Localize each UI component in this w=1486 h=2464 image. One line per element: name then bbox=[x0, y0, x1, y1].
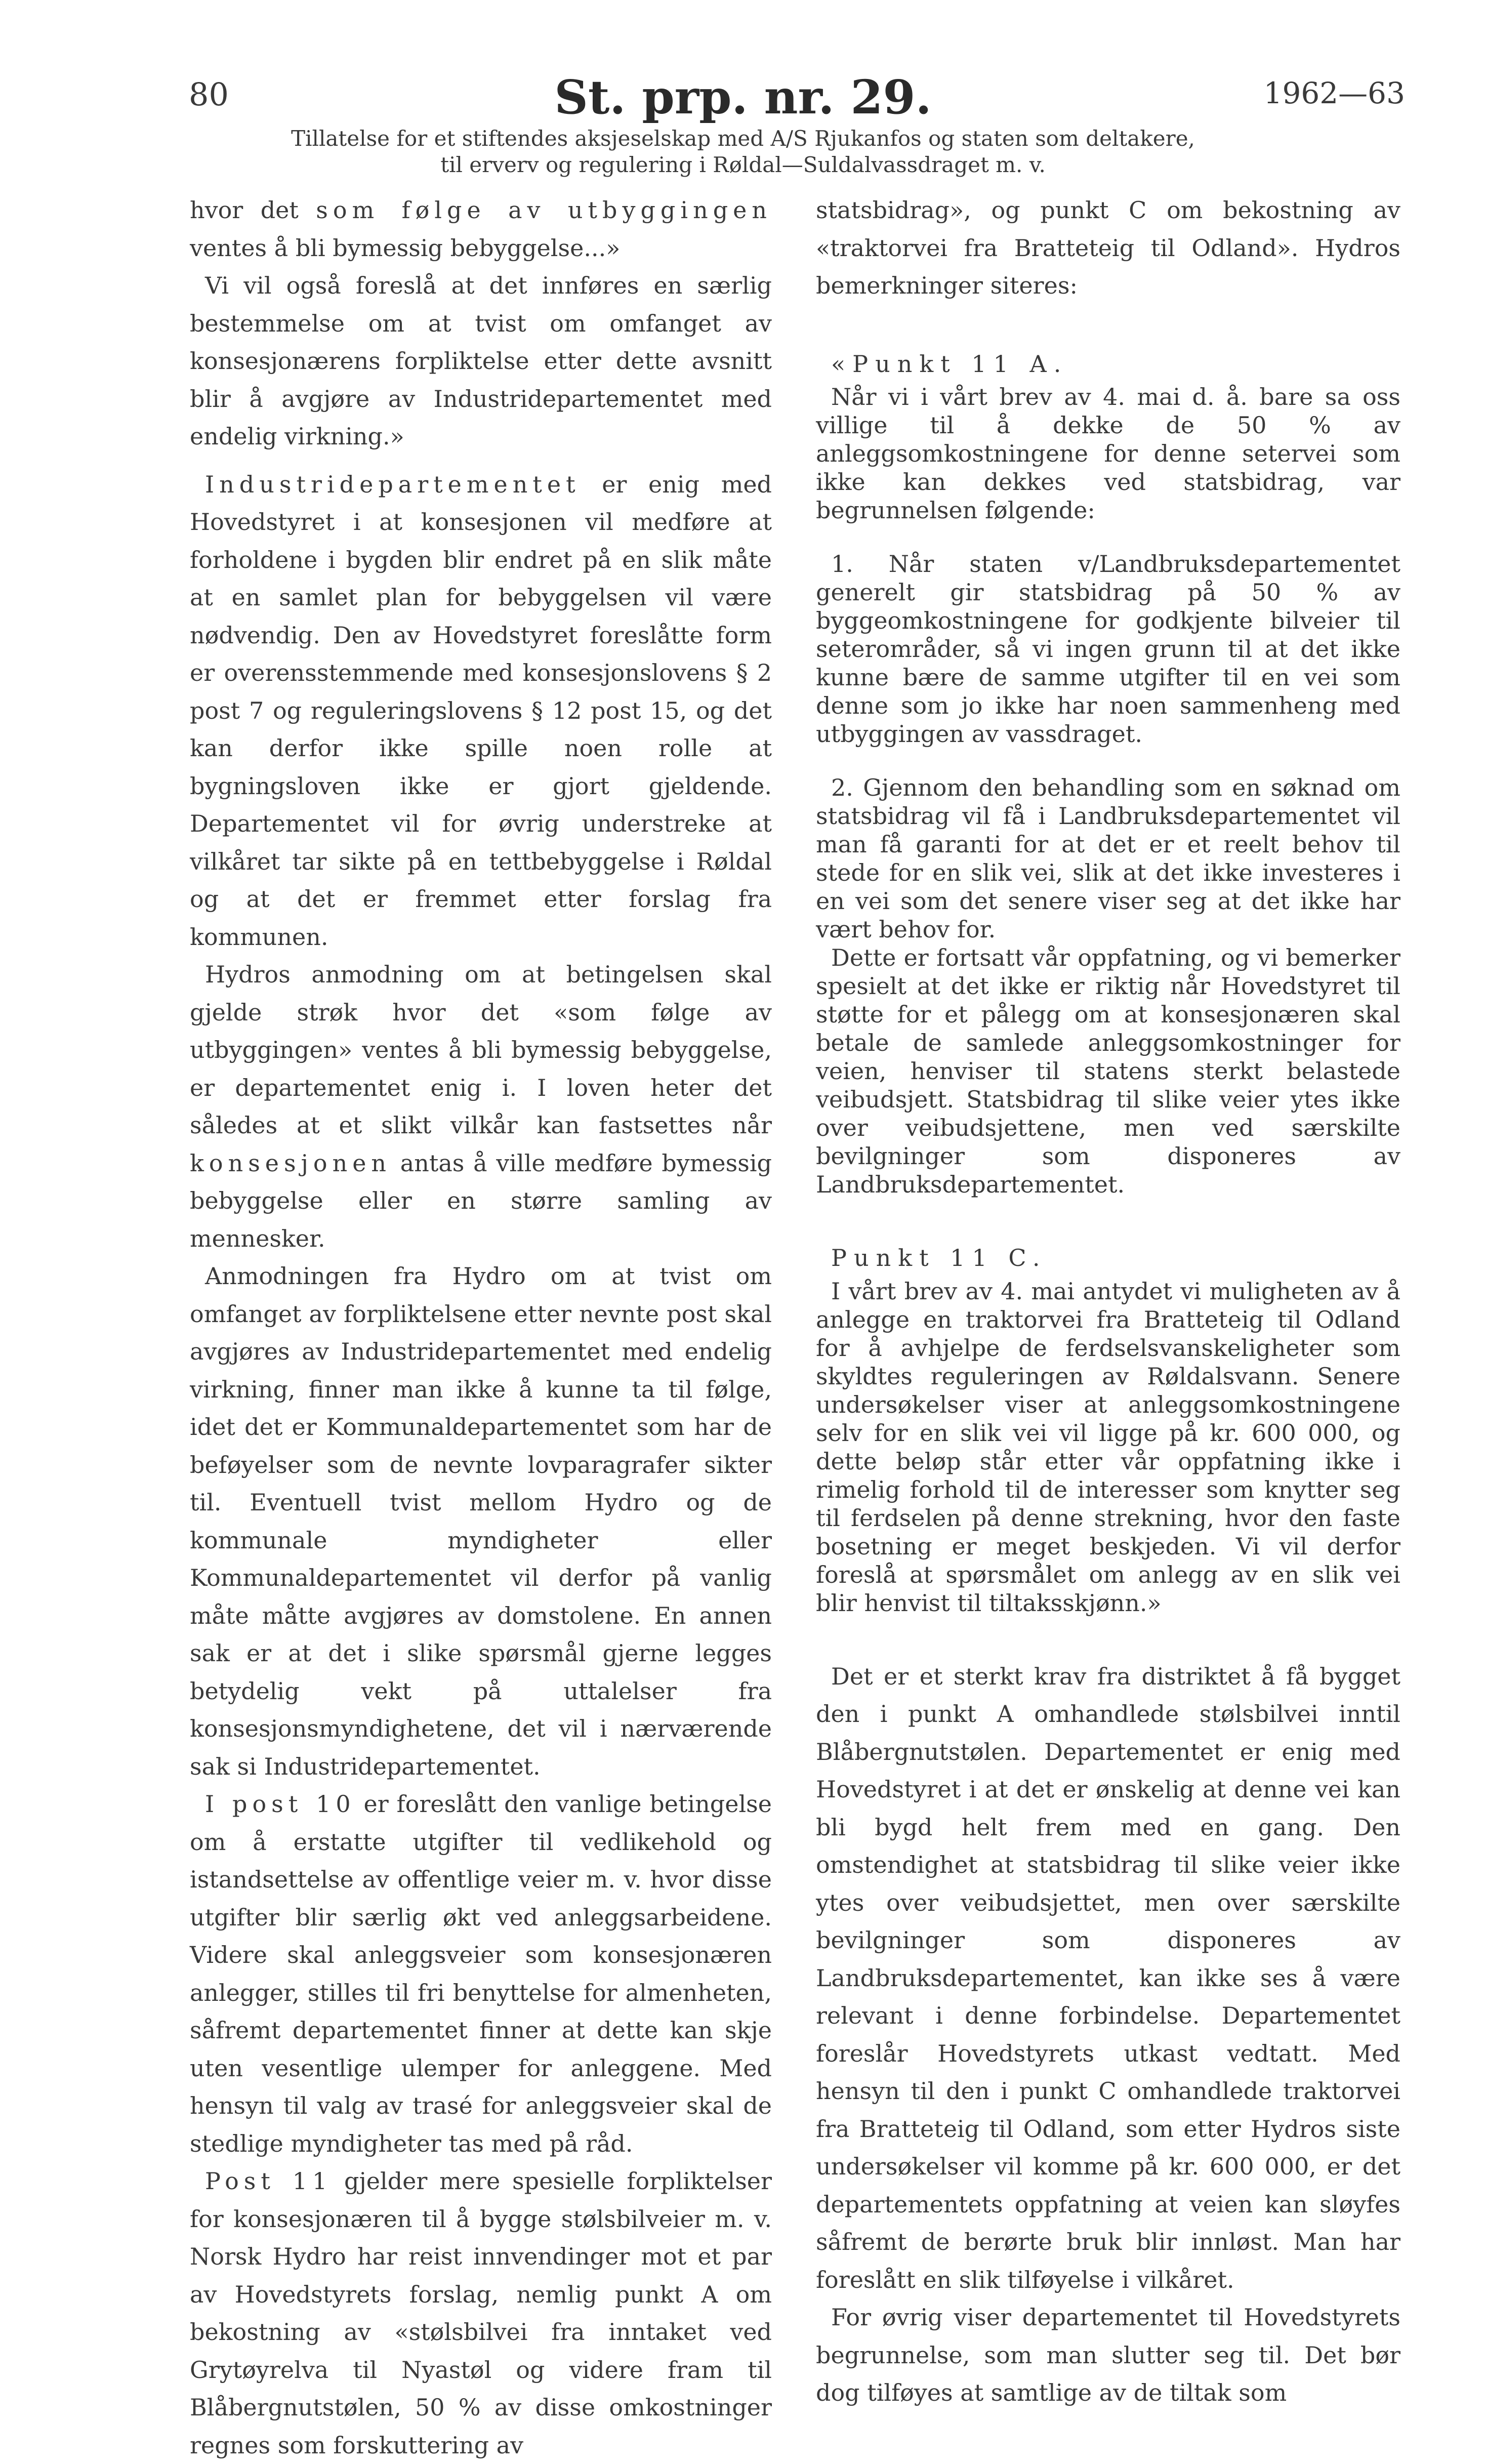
spacer bbox=[816, 1199, 1400, 1239]
paragraph bbox=[190, 466, 772, 956]
spaced-emphasis: Industridepartementet bbox=[205, 470, 581, 498]
text: Hydros anmodning om at betingelsen skal gjelde strøk hvor det «som følge av utbyggingen» ventes å bli bymessig bebyggelse, er departementet enig i. I loven heter det således at et slikt vilkår kan fastsettes når bbox=[190, 961, 772, 1139]
spaced-emphasis: konsesjonen bbox=[190, 1149, 392, 1177]
text: antas å ville medføre bymessig bebyggelse eller en større samling av mennesker. bbox=[190, 1149, 772, 1252]
paragraph bbox=[190, 2162, 772, 2464]
section-heading: Punkt 11 C. bbox=[831, 1244, 1047, 1271]
section-heading: «Punkt 11 A. bbox=[831, 350, 1068, 378]
quoted-paragraph: 2. Gjennom den behandling som en søknad om statsbidrag vil få i Landbruksdepartementet vil man få garanti for at det er et reelt behov til stede for en slik vei, slik at det ikke investeres i en vei som det senere viser seg at det ikke har vært behov for. bbox=[816, 774, 1400, 943]
spacer bbox=[816, 748, 1400, 773]
spaced-emphasis: Post 11 bbox=[205, 2167, 333, 2195]
quoted-paragraph: Dette er fortsatt vår oppfatning, og vi bemerker spesielt at det ikke er riktig når Hovedstyret til støtte for et pålegg om at konsesjonæren skal betale de samlede anleggsomkostninger for veien, henviser til statens sterkt belastede veibudsjett. Statsbidrag til slike veier ytes ikke over veibudsjettene, men ved særskilte bevilgninger som disponeres av Landbruksdepartementet. bbox=[816, 944, 1400, 1198]
subtitle-line-1: Tillatelse for et stiftendes aksjeselskap med A/S Rjukanfos og staten som deltakere, bbox=[291, 126, 1195, 151]
subtitle-line-2: til erverv og regulering i Røldal—Suldalvassdraget m. v. bbox=[440, 152, 1046, 177]
text: hvor det bbox=[190, 196, 316, 224]
text: er enig med Hovedstyret i at konsesjonen vil medføre at forholdene i bygden blir endret på en slik måte at en samlet plan for bebyggelsen vil være nødvendig. Den av Hovedstyret foreslåtte form er overensstemmende med konsesjonslovens § 2 post 7 og reguleringslovens § 12 post 15, og det kan derfor ikke spille noen rolle at bygningsloven ikke er gjort gjeldende. Departementet vil for øvrig understreke at vilkåret tar sikte på en tettbebyggelse i Røldal og at det er fremmet etter forslag fra kommunen. bbox=[190, 470, 772, 951]
text: ventes å bli bymessig bebyggelse...» bbox=[190, 234, 621, 262]
paragraph bbox=[190, 1785, 772, 2162]
paragraph: Anmodningen fra Hydro om at tvist om omfanget av forpliktelsene etter nevnte post skal avgjøres av Industridepartementet med endelig virkning, finner man ikke å kunne ta til følge, idet det er Kommunaldepartementet som har de beføyelser som de nevnte lovparagrafer sikter til. Eventuell tvist mellom Hydro og de kommunale myndigheter eller Kommunaldepartementet vil derfor på vanlig måte måtte avgjøres av domstolene. En annen sak er at det i slike spørsmål gjerne legges betydelig vekt på uttalelser fra konsesjonsmyndighetene, det vil i nærværende sak si Industridepartementet. bbox=[190, 1262, 772, 1780]
spacer bbox=[816, 1617, 1400, 1658]
session-years: 1962—63 bbox=[1263, 76, 1405, 110]
spaced-emphasis: I post 10 bbox=[205, 1790, 356, 1818]
page-number: 80 bbox=[189, 76, 229, 113]
quoted-paragraph: Når vi i vårt brev av 4. mai d. å. bare sa oss villige til å dekke de 50 % av anleggsomkostningene for denne setervei som ikke kan dekkes ved statsbidrag, var begrunnelsen følgende: bbox=[816, 383, 1400, 524]
document-title: St. prp. nr. 29. bbox=[554, 70, 932, 125]
paragraph bbox=[190, 191, 772, 267]
text: gjelder mere spesielle forpliktelser for konsesjonæren til å bygge stølsbilveier m. v. Norsk Hydro har reist innvendinger mot et par av Hovedstyrets forslag, nemlig punkt A om bekostning av «stølsbilvei fra inntaket ved Grytøyrelva til Nyastøl og videre fram til Blåbergnutstølen, 50 % av disse omkostninger regnes som forskuttering av bbox=[190, 2167, 772, 2459]
paragraph: statsbidrag», og punkt C om bekostning av «traktorvei fra Bratteteig til Odland». Hydros bemerkninger siteres: bbox=[816, 196, 1400, 299]
quoted-paragraph: 1. Når staten v/Landbruksdepartementet generelt gir statsbidrag på 50 % av byggeomkostningene for godkjente bilveier til seterområder, så vi ingen grunn til at det ikke kunne bære de samme utgifter til en vei som denne som jo ikke har noen sammenheng med utbyggingen av vassdraget. bbox=[816, 550, 1400, 748]
text: er foreslått den vanlige betingelse om å erstatte utgifter til vedlikehold og istandsettelse av offentlige veier m. v. hvor disse utgifter blir særlig økt ved anleggsarbeidene. Videre skal anleggsveier som konsesjonæren anlegger, stilles til fri benyttelse for almenheten, såfremt departementet finner at dette kan skje uten vesentlige ulemper for anleggene. Med hensyn til valg av trasé for anleggsveier skal de stedlige myndigheter tas med på råd. bbox=[190, 1790, 772, 2157]
spacer bbox=[816, 305, 1400, 345]
right-column bbox=[816, 191, 1400, 2412]
paragraph: Det er et sterkt krav fra distriktet å få bygget den i punkt A omhandlede stølsbilvei inntil Blåbergnutstølen. Departementet er enig med Hovedstyret i at det er ønskelig at denne vei kan bli bygd helt frem med en gang. Den omstendighet at statsbidrag til slike veier ikke ytes over veibudsjettet, men over særskilte bevilgninger som disponeres av Landbruksdepartementet, kan ikke ses å være relevant i denne forbindelse. Departementet foreslår Hovedstyrets utkast vedtatt. Med hensyn til den i punkt C omhandlede traktorvei fra Bratteteig til Odland, som etter Hydros siste undersøkelser vil komme på kr. 600 000, er det departementets oppfatning at veien kan sløyfes såfremt de berørte bruk blir innløst. Man har foreslått en slik tilføyelse i vilkåret. bbox=[816, 1662, 1400, 2293]
paragraph: Vi vil også foreslå at det innføres en særlig bestemmelse om at tvist om omfanget av konsesjonærens forpliktelse etter dette avsnitt blir å avgjøre av Industridepartementet med endelig virkning.» bbox=[190, 272, 772, 450]
document-subtitle bbox=[0, 126, 1486, 178]
paragraph bbox=[190, 956, 772, 1257]
paragraph: For øvrig viser departementet til Hovedstyrets begrunnelse, som man slutter seg til. Det bør dog tilføyes at samtlige av de tiltak som bbox=[816, 2304, 1400, 2406]
spacer bbox=[816, 524, 1400, 550]
quoted-paragraph: I vårt brev av 4. mai antydet vi muligheten av å anlegge en traktorvei fra Bratteteig til Odland for å avhjelpe de ferdselsvanskeligheter som skyldtes reguleringen av Røldalsvann. Senere undersøkelser viser at anleggsomkostningene selv for en slik vei vil ligge på kr. 600 000, og dette beløp står etter vår oppfatning ikke i rimelig forhold til de interesser som knytter seg til ferdselen på denne strekning, hvor den faste bosetning er meget beskjeden. Vi vil derfor foreslå at spørsmålet om anlegg av en slik vei blir henvist til tiltaksskjønn.» bbox=[816, 1277, 1400, 1617]
spacer bbox=[190, 456, 772, 466]
left-column bbox=[190, 191, 772, 2464]
spaced-emphasis: som følge av utbyggingen bbox=[316, 196, 772, 224]
